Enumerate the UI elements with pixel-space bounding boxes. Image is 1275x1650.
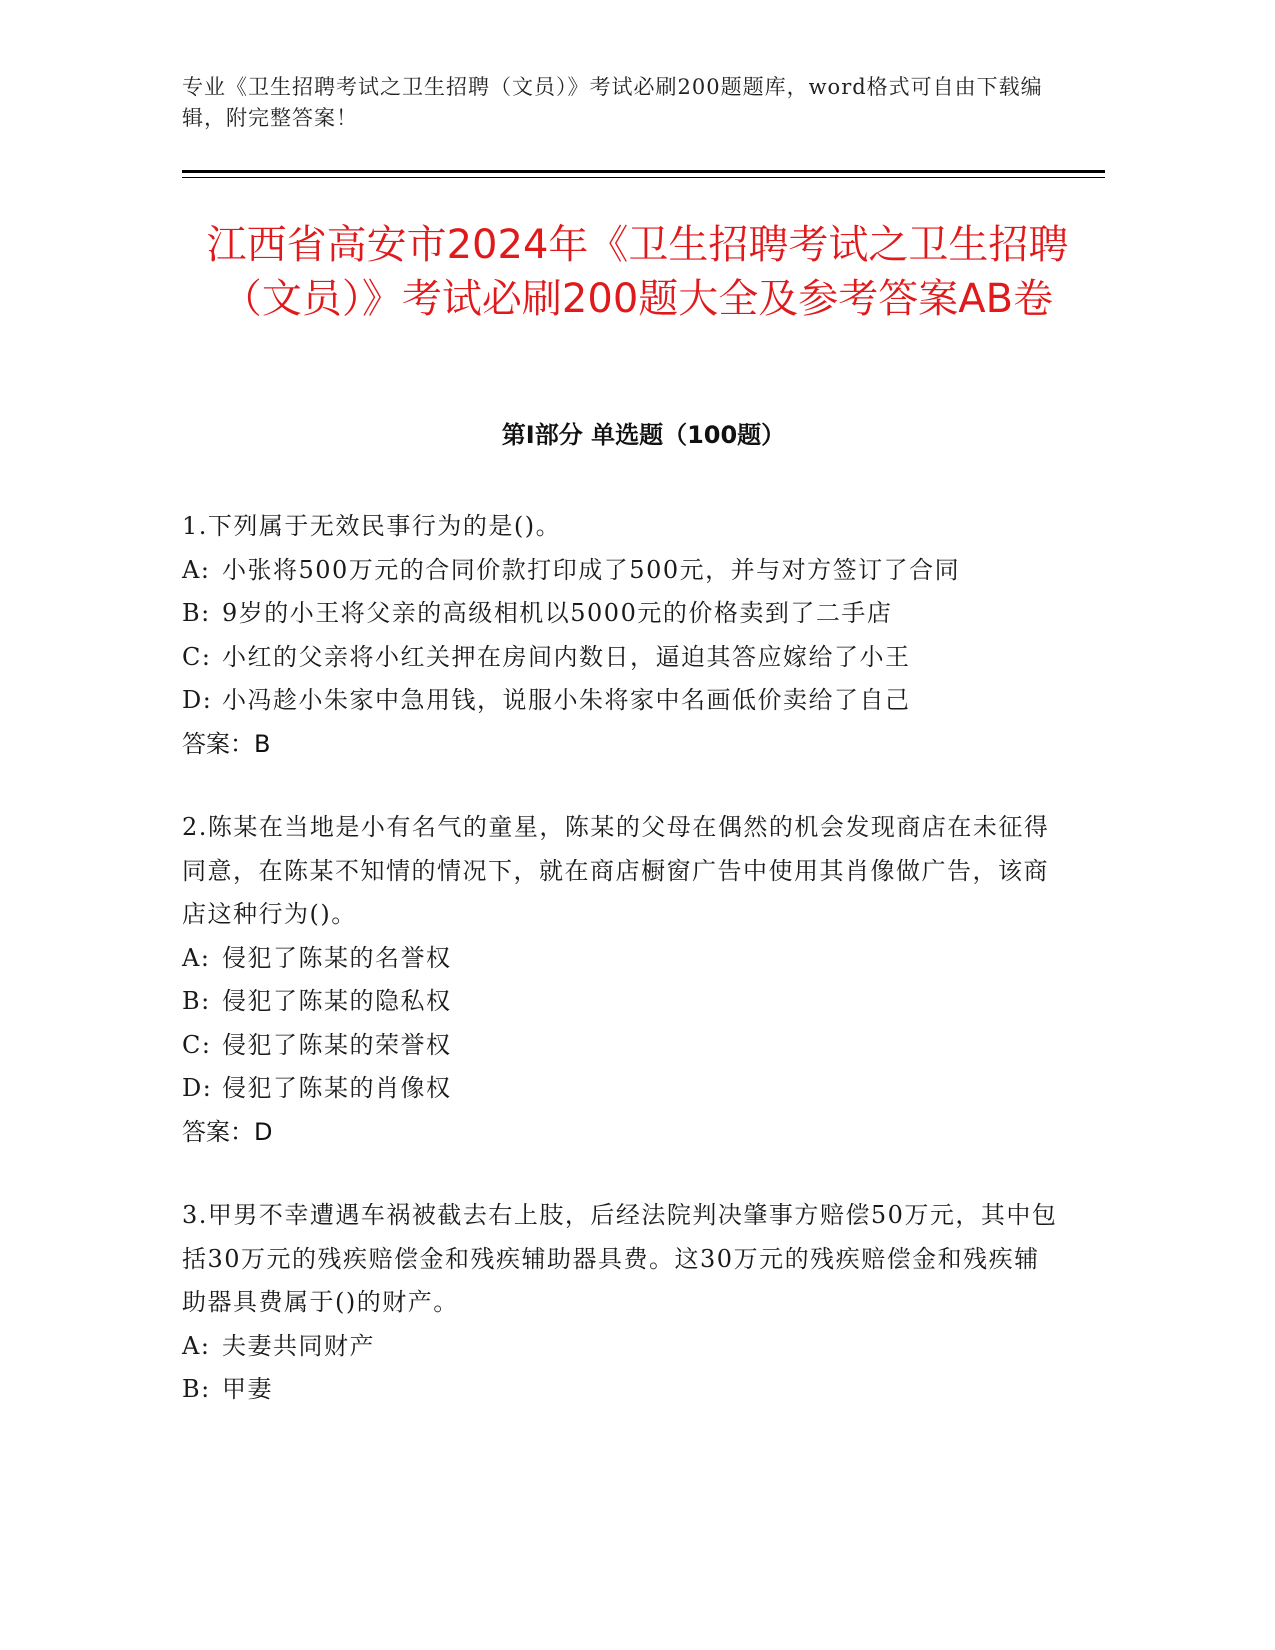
option-b [182, 1368, 1062, 1412]
option-text: 侵犯了陈某的肖像权 [222, 1074, 452, 1102]
option-a [182, 549, 1062, 593]
header-note: 专业《卫生招聘考试之卫生招聘（文员）》考试必刷200题题库，word格式可自由下载编辑，附完整答案！ [182, 75, 1043, 130]
option-c [182, 1024, 1062, 1068]
option-text: 侵犯了陈某的名誉权 [222, 943, 452, 972]
answer-line: 答案：D [182, 1117, 273, 1146]
option-label: D: [182, 1074, 213, 1102]
option-label: A: [182, 1331, 211, 1360]
question-1 [182, 505, 1062, 766]
question-2 [182, 806, 1062, 1154]
option-b [182, 980, 1062, 1024]
option-text: 小张将500万元的合同价款打印成了500元，并与对方签订了合同 [222, 555, 961, 584]
section-heading: 第Ⅰ部分 单选题（100题） [501, 421, 786, 449]
option-label: A: [182, 555, 211, 584]
question-stem: 3.甲男不幸遭遇车祸被截去右上肢，后经法院判决肇事方赔偿50万元，其中包括30万元的残疾赔偿金和残疾辅助器具费。这30万元的残疾赔偿金和残疾辅助器具费属于()的财产。 [182, 1201, 1058, 1316]
option-text: 小红的父亲将小红关押在房间内数日，逼迫其答应嫁给了小王 [222, 642, 911, 671]
option-b [182, 592, 1062, 636]
question-3 [182, 1194, 1062, 1412]
option-label: C: [182, 1030, 212, 1059]
option-label: B: [182, 987, 211, 1015]
question-stem: 2.陈某在当地是小有名气的童星，陈某的父母在偶然的机会发现商店在未征得同意，在陈某不知情的情况下，就在商店橱窗广告中使用其肖像做广告，该商店这种行为()。 [182, 813, 1050, 928]
option-text: 9岁的小王将父亲的高级相机以5000元的价格卖到了二手店 [222, 599, 893, 627]
option-label: D: [182, 686, 213, 714]
document-title: 江西省高安市2024年《卫生招聘考试之卫生招聘（文员）》考试必刷200题大全及参考答案AB卷 [206, 222, 1069, 322]
question-stem: 1.下列属于无效民事行为的是()。 [182, 512, 562, 540]
option-label: B: [182, 599, 211, 627]
option-text: 甲妻 [222, 1375, 273, 1403]
option-text: 侵犯了陈某的荣誉权 [222, 1030, 452, 1059]
option-a [182, 1325, 1062, 1369]
option-d [182, 1067, 1062, 1111]
option-label: A: [182, 943, 211, 972]
option-label: C: [182, 642, 212, 671]
header-rule-thick [182, 170, 1105, 173]
answer-line: 答案：B [182, 729, 271, 758]
option-a [182, 937, 1062, 981]
option-label: B: [182, 1375, 211, 1403]
header-rule-thin [182, 177, 1105, 178]
option-text: 小冯趁小朱家中急用钱，说服小朱将家中名画低价卖给了自己 [222, 686, 911, 714]
option-text: 侵犯了陈某的隐私权 [222, 987, 452, 1015]
question-list [182, 505, 1062, 1452]
option-d [182, 679, 1062, 723]
option-text: 夫妻共同财产 [222, 1331, 375, 1360]
option-c [182, 636, 1062, 680]
